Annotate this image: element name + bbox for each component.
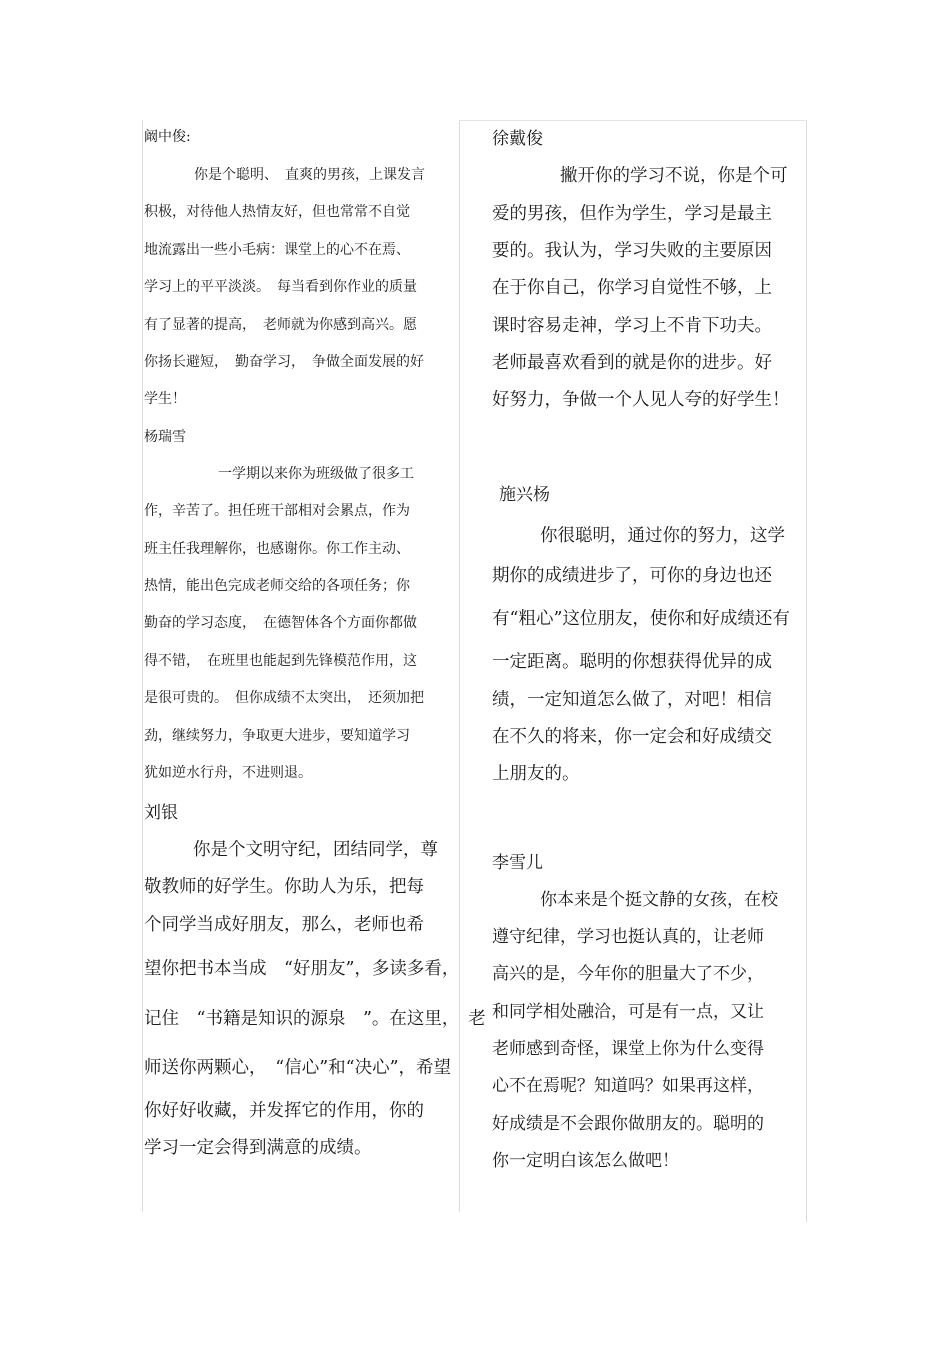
- table-top-border: [459, 120, 807, 121]
- comment-line: 你好好收藏，并发挥它的作用，你的: [144, 1101, 424, 1121]
- comment-line: 爱的男孩，但作为学生，学习是最主: [492, 204, 772, 224]
- comment-line: 勤奋的学习态度， 在德智体各个方面你都做: [144, 615, 417, 631]
- comment-line: 你一定明白该怎么做吧！: [492, 1151, 679, 1171]
- comment-line: 课时容易走神，学习上不肯下功夫。: [492, 316, 772, 336]
- comment-line: 心不在焉呢？知道吗？如果再这样，: [492, 1076, 764, 1096]
- comment-line: 老师感到奇怪，课堂上你为什么变得: [492, 1039, 764, 1059]
- comment-line: 学习上的平平淡淡。 每当看到你作业的质量: [144, 279, 417, 295]
- comment-line: 你很聪明，通过你的努力，这学: [540, 526, 785, 546]
- comment-line: 在于你自己，你学习自觉性不够，上: [492, 278, 772, 298]
- comment-line: 记住 “书籍是知识的源泉 ”。在这里， 老: [144, 1009, 486, 1029]
- center-column-border: [459, 120, 460, 1212]
- comment-line: 遵守纪律，学习也挺认真的，让老师: [492, 927, 764, 947]
- comment-line: 绩，一定知道怎么做了，对吧！相信: [492, 690, 772, 710]
- comment-line: 班主任我理解你，也感谢你。你工作主动、: [144, 541, 410, 557]
- comment-line: 得不错， 在班里也能起到先锋模范作用，这: [144, 653, 417, 669]
- comment-line: 个同学当成好朋友，那么，老师也希: [144, 915, 424, 935]
- comment-line: 有“粗心”这位朋友，使你和好成绩还有: [492, 609, 790, 629]
- comment-line: 有了显著的提高， 老师就为你感到高兴。愿: [144, 317, 417, 333]
- comment-line: 和同学相处融洽，可是有一点，又让: [492, 1002, 764, 1022]
- comment-line: 一学期以来你为班级做了很多工: [218, 466, 414, 482]
- comment-line: 要的。我认为，学习失败的主要原因: [492, 241, 772, 261]
- student-name: 刘银: [144, 803, 178, 823]
- comment-line: 好成绩是不会跟你做朋友的。聪明的: [492, 1114, 764, 1134]
- left-column-border: [142, 120, 143, 1212]
- comment-line: 上朋友的。: [492, 764, 580, 784]
- comment-line: 热情，能出色完成老师交给的各项任务；你: [144, 578, 410, 594]
- comment-line: 作，辛苦了。担任班干部相对会累点，作为: [144, 503, 410, 519]
- comment-line: 期你的成绩进步了，可你的身边也还: [492, 566, 772, 586]
- student-name: 杨瑞雪: [144, 429, 186, 445]
- student-name: 徐戴俊: [492, 129, 543, 149]
- comment-line: 撇开你的学习不说，你是个可: [560, 166, 788, 186]
- comment-line: 学习一定会得到满意的成绩。: [144, 1138, 372, 1158]
- student-name: 阚中俊:: [144, 129, 191, 145]
- student-name: 李雪儿: [492, 853, 543, 873]
- comment-line: 望你把书本当成 “好朋友”，多读多看，: [144, 959, 460, 979]
- comment-line: 地流露出一些小毛病：课堂上的心不在焉、: [144, 242, 410, 258]
- comment-line: 学生！: [144, 391, 186, 407]
- comment-line: 好努力，争做一个人见人夸的好学生！: [492, 390, 790, 410]
- comment-line: 你扬长避短， 勤奋学习， 争做全面发展的好: [144, 354, 424, 370]
- comment-line: 在不久的将来，你一定会和好成绩交: [492, 727, 772, 747]
- comment-line: 敬教师的好学生。你助人为乐，把每: [144, 877, 424, 897]
- comment-line: 一定距离。聪明的你想获得优异的成: [492, 652, 772, 672]
- comment-line: 你是个聪明、 直爽的男孩，上课发言: [194, 167, 425, 183]
- comment-line: 高兴的是，今年你的胆量大了不少，: [492, 964, 764, 984]
- right-column-border: [806, 120, 807, 1222]
- comment-line: 你是个文明守纪，团结同学，尊: [193, 840, 438, 860]
- student-name: 施兴杨: [499, 485, 550, 505]
- comment-line: 师送你两颗心， “信心”和“决心”，希望: [144, 1058, 452, 1078]
- comment-line: 积极，对待他人热情友好，但也常常不自觉: [144, 204, 410, 220]
- comment-line: 犹如逆水行舟，不进则退。: [144, 765, 312, 781]
- comment-line: 是很可贵的。 但你成绩不太突出， 还须加把: [144, 690, 424, 706]
- comment-line: 你本来是个挺文静的女孩，在校: [540, 890, 778, 910]
- comment-line: 劲，继续努力，争取更大进步，要知道学习: [144, 728, 410, 744]
- comment-line: 老师最喜欢看到的就是你的进步。好: [492, 353, 772, 373]
